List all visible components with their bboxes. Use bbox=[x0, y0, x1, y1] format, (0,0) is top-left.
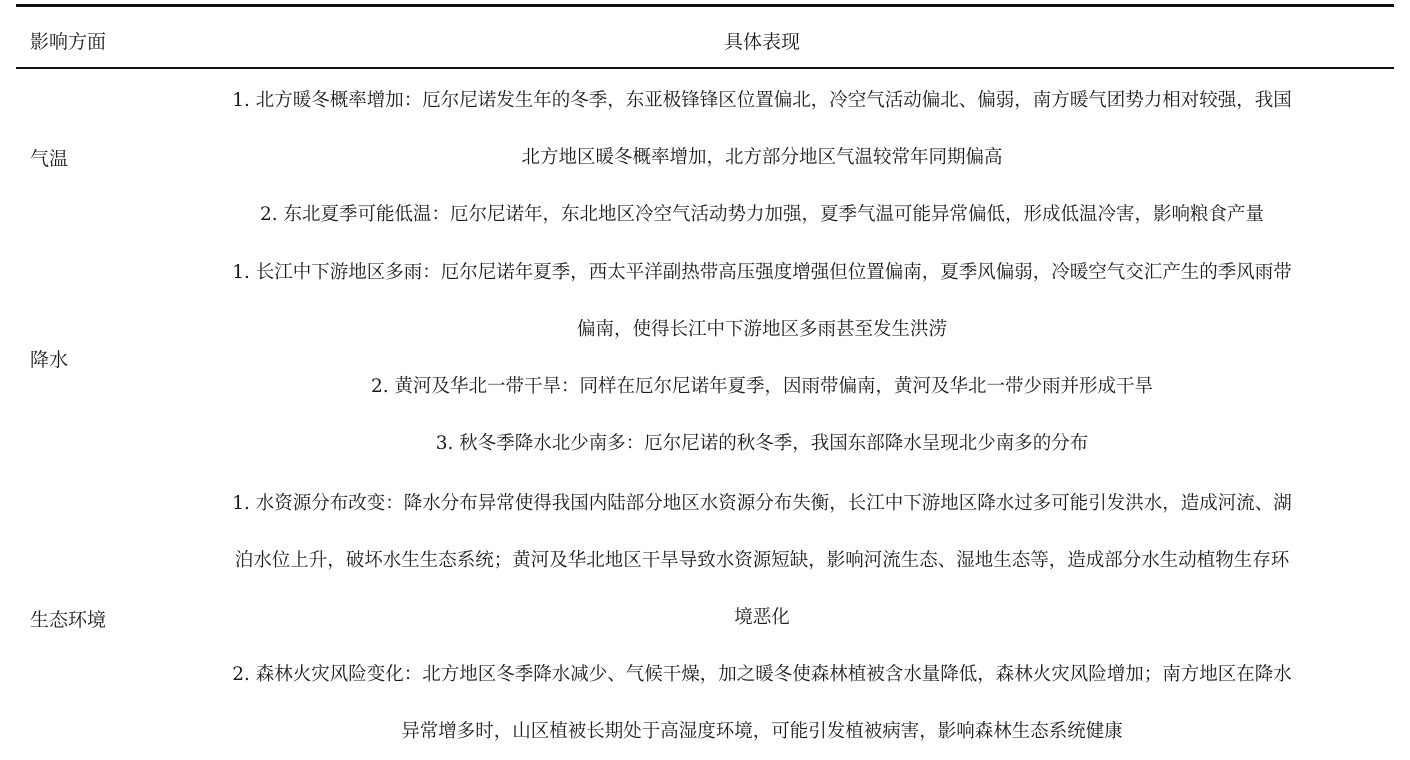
detail-line: 异常增多时，山区植被长期处于高湿度环境，可能引发植被病害，影响森林生态系统健康 bbox=[401, 721, 1123, 742]
detail-line: 2. 东北夏季可能低温：厄尔尼诺年，东北地区冷空气活动势力加强，夏季气温可能异常偏低，形成低温冷害，影响粮食产量 bbox=[259, 204, 1265, 225]
row-aspect: 气温 bbox=[30, 148, 69, 170]
header-aspect: 影响方面 bbox=[30, 31, 107, 53]
row-aspect: 生态环境 bbox=[30, 609, 107, 631]
detail-line: 1. 水资源分布改变：降水分布异常使得我国内陆部分地区水资源分布失衡，长江中下游地区降水过多可能引发洪水，造成河流、湖 bbox=[232, 493, 1292, 514]
table-header-row bbox=[0, 7, 1410, 67]
detail-line: 2. 森林火灾风险变化：北方地区冬季降水减少、气候干燥，加之暖冬使森林植被含水量降低，森林火灾风险增加；南方地区在降水 bbox=[232, 664, 1292, 685]
detail-line: 1. 北方暖冬概率增加：厄尔尼诺发生年的冬季，东亚极锋锋区位置偏北，冷空气活动偏北、偏弱，南方暖气团势力相对较强，我国 bbox=[232, 90, 1292, 111]
detail-line: 偏南，使得长江中下游地区多雨甚至发生洪涝 bbox=[576, 319, 947, 340]
table-header-rule bbox=[16, 67, 1394, 69]
row-detail bbox=[130, 72, 1394, 243]
row-aspect: 降水 bbox=[30, 349, 69, 371]
detail-line: 北方地区暖冬概率增加，北方部分地区气温较常年同期偏高 bbox=[521, 147, 1003, 168]
detail-line: 1. 长江中下游地区多雨：厄尔尼诺年夏季，西太平洋副热带高压强度增强但位置偏南，夏季风偏弱，冷暖空气交汇产生的季风雨带 bbox=[232, 262, 1292, 283]
detail-line: 泊水位上升，破坏水生生态系统；黄河及华北地区干旱导致水资源短缺，影响河流生态、湿地生态等，造成部分水生动植物生存环 bbox=[234, 550, 1290, 571]
row-detail bbox=[130, 244, 1394, 472]
detail-line: 3. 秋冬季降水北少南多：厄尔尼诺的秋冬季，我国东部降水呈现北少南多的分布 bbox=[435, 433, 1089, 454]
detail-line: 境恶化 bbox=[734, 607, 790, 628]
detail-line: 2. 黄河及华北一带干旱：同样在厄尔尼诺年夏季，因雨带偏南，黄河及华北一带少雨并形成干旱 bbox=[370, 376, 1154, 397]
row-detail bbox=[130, 475, 1394, 760]
header-detail: 具体表现 bbox=[723, 31, 800, 53]
